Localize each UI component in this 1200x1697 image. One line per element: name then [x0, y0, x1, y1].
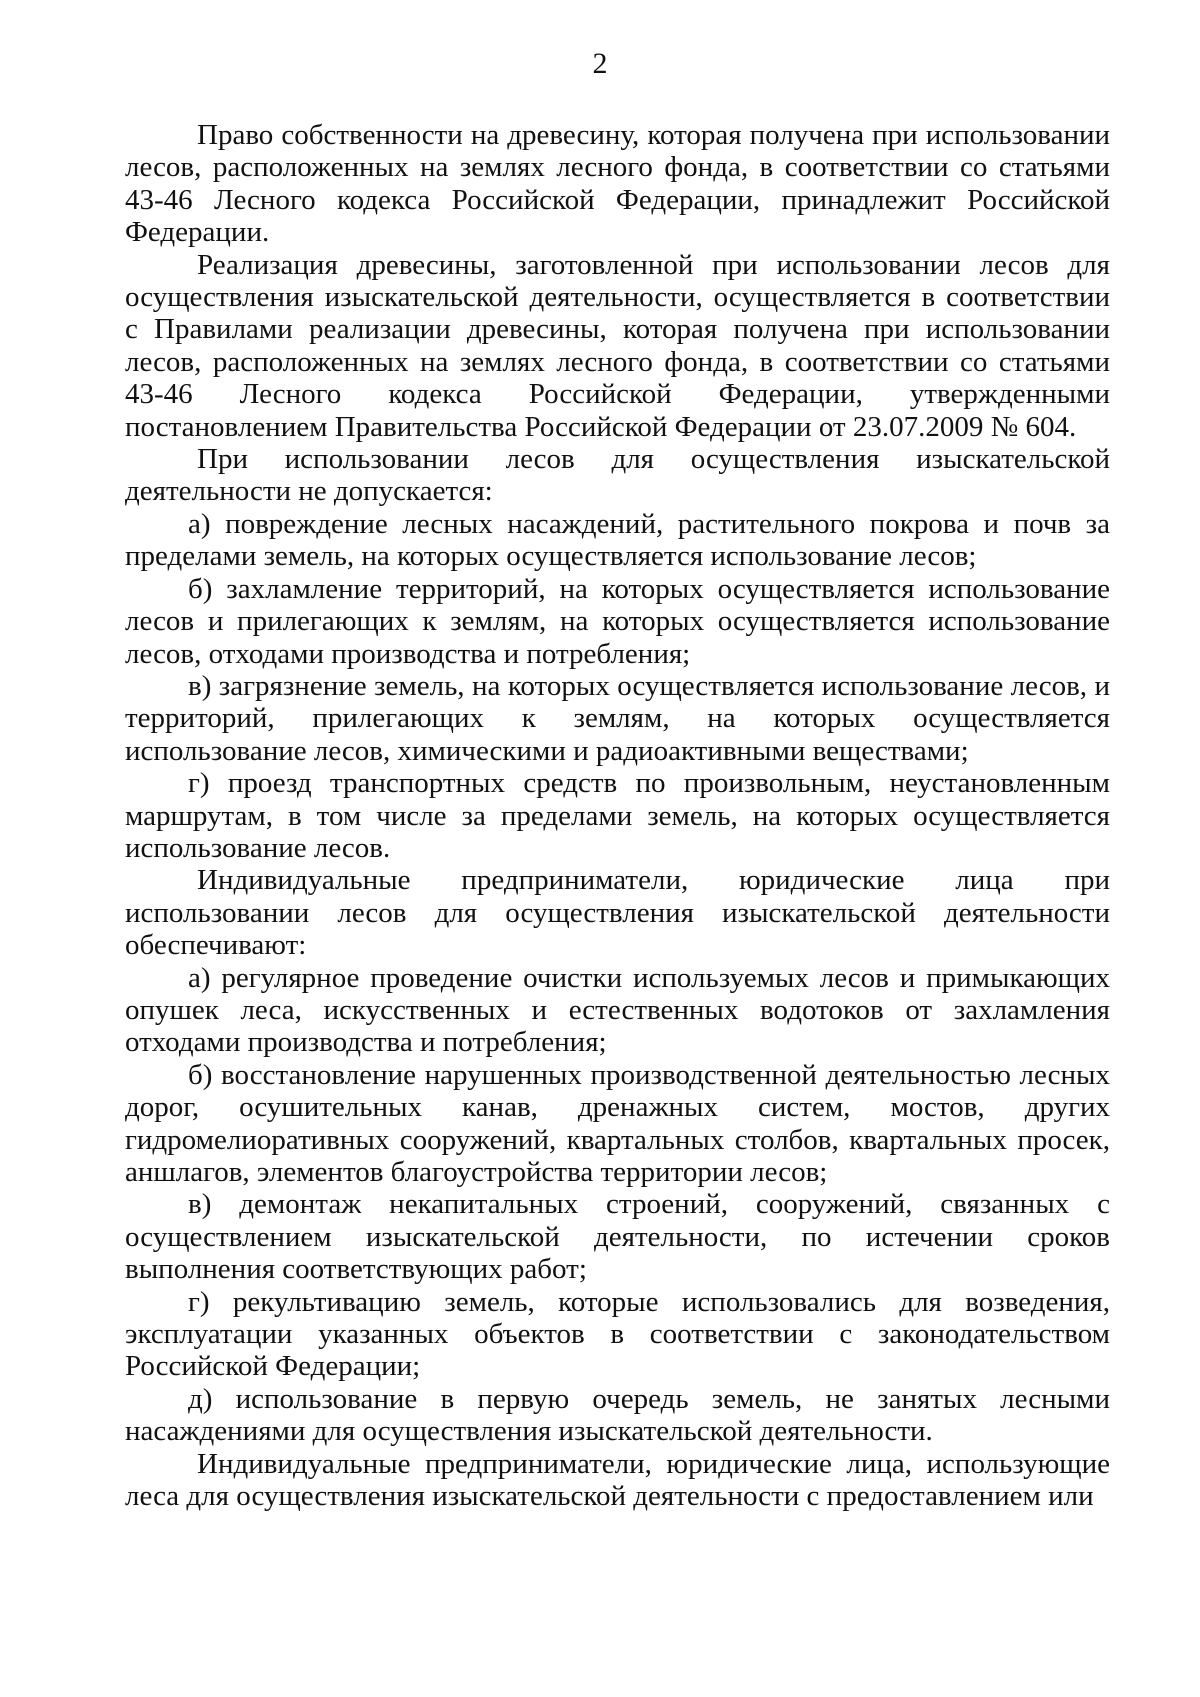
obligation-item-a: а) регулярное проведение очистки используемых лесов и примыкающих опушек леса, искусственных и естественных водотоков от захламления отходами производства и потребления; [125, 961, 1110, 1059]
document-body [125, 119, 1110, 1512]
prohibition-item-v: в) загрязнение земель, на которых осуществляется использование лесов, и территорий, прилегающих к землям, на которых осуществляется использование лесов, химическими и радиоактивными веществами; [125, 669, 1110, 767]
prohibition-item-g: г) проезд транспортных средств по произвольным, неустановленным маршрутам, в том числе за пределами земель, на которых осуществляется использование лесов. [125, 767, 1110, 864]
page-number: 2 [592, 47, 608, 80]
obligation-item-d: д) использование в первую очередь земель, не занятых лесными насаждениями для осуществления изыскательской деятельности. [125, 1382, 1110, 1448]
prohibition-item-b: б) захламление территорий, на которых осуществляется использование лесов и прилегающих к землям, на которых осуществляется использование лесов, отходами производства и потребления; [125, 572, 1110, 670]
paragraph-ownership: Право собственности на древесину, которая получена при использовании лесов, расположенных на землях лесного фонда, в соответствии со статьями 43-46 Лесного кодекса Российской Федерации, принадлежит Российской Федерации. [125, 119, 1110, 249]
obligation-item-g: г) рекультивацию земель, которые использовались для возведения, эксплуатации указанных объектов в соответствии с законодательством Российской Федерации; [125, 1285, 1110, 1383]
obligation-item-b: б) восстановление нарушенных производственной деятельностью лесных дорог, осушительных канав, дренажных систем, мостов, других гидромелиоративных сооружений, квартальных столбов, квартальных просек, аншлагов, элементов благоустройства территории лесов; [125, 1058, 1110, 1188]
obligation-item-v: в) демонтаж некапитальных строений, сооружений, связанных с осуществлением изыскательской деятельности, по истечении сроков выполнения соответствующих работ; [125, 1188, 1110, 1286]
paragraph-obligations-intro: Индивидуальные предприниматели, юридические лица при использовании лесов для осуществления изыскательской деятельности обеспечивают: [125, 864, 1110, 962]
prohibition-item-a: а) повреждение лесных насаждений, растительного покрова и почв за пределами земель, на которых осуществляется использование лесов; [125, 507, 1110, 573]
paragraph-prohibitions-intro: При использовании лесов для осуществления изыскательской деятельности не допускается: [125, 443, 1110, 508]
paragraph-continuation: Индивидуальные предприниматели, юридические лица, использующие леса для осуществления изыскательской деятельности с предоставлением или [125, 1447, 1110, 1513]
paragraph-timber-sale: Реализация древесины, заготовленной при использовании лесов для осуществления изыскательской деятельности, осуществляется в соответствии с Правилами реализации древесины, которая получена при использовании лесов, расположенных на землях лесного фонда, в соответствии со статьями 43-46 Лесного кодекса Российской Федерации, утвержденными постановлением Правительства Российской Федерации от 23.07.2009 № 604. [125, 248, 1110, 443]
